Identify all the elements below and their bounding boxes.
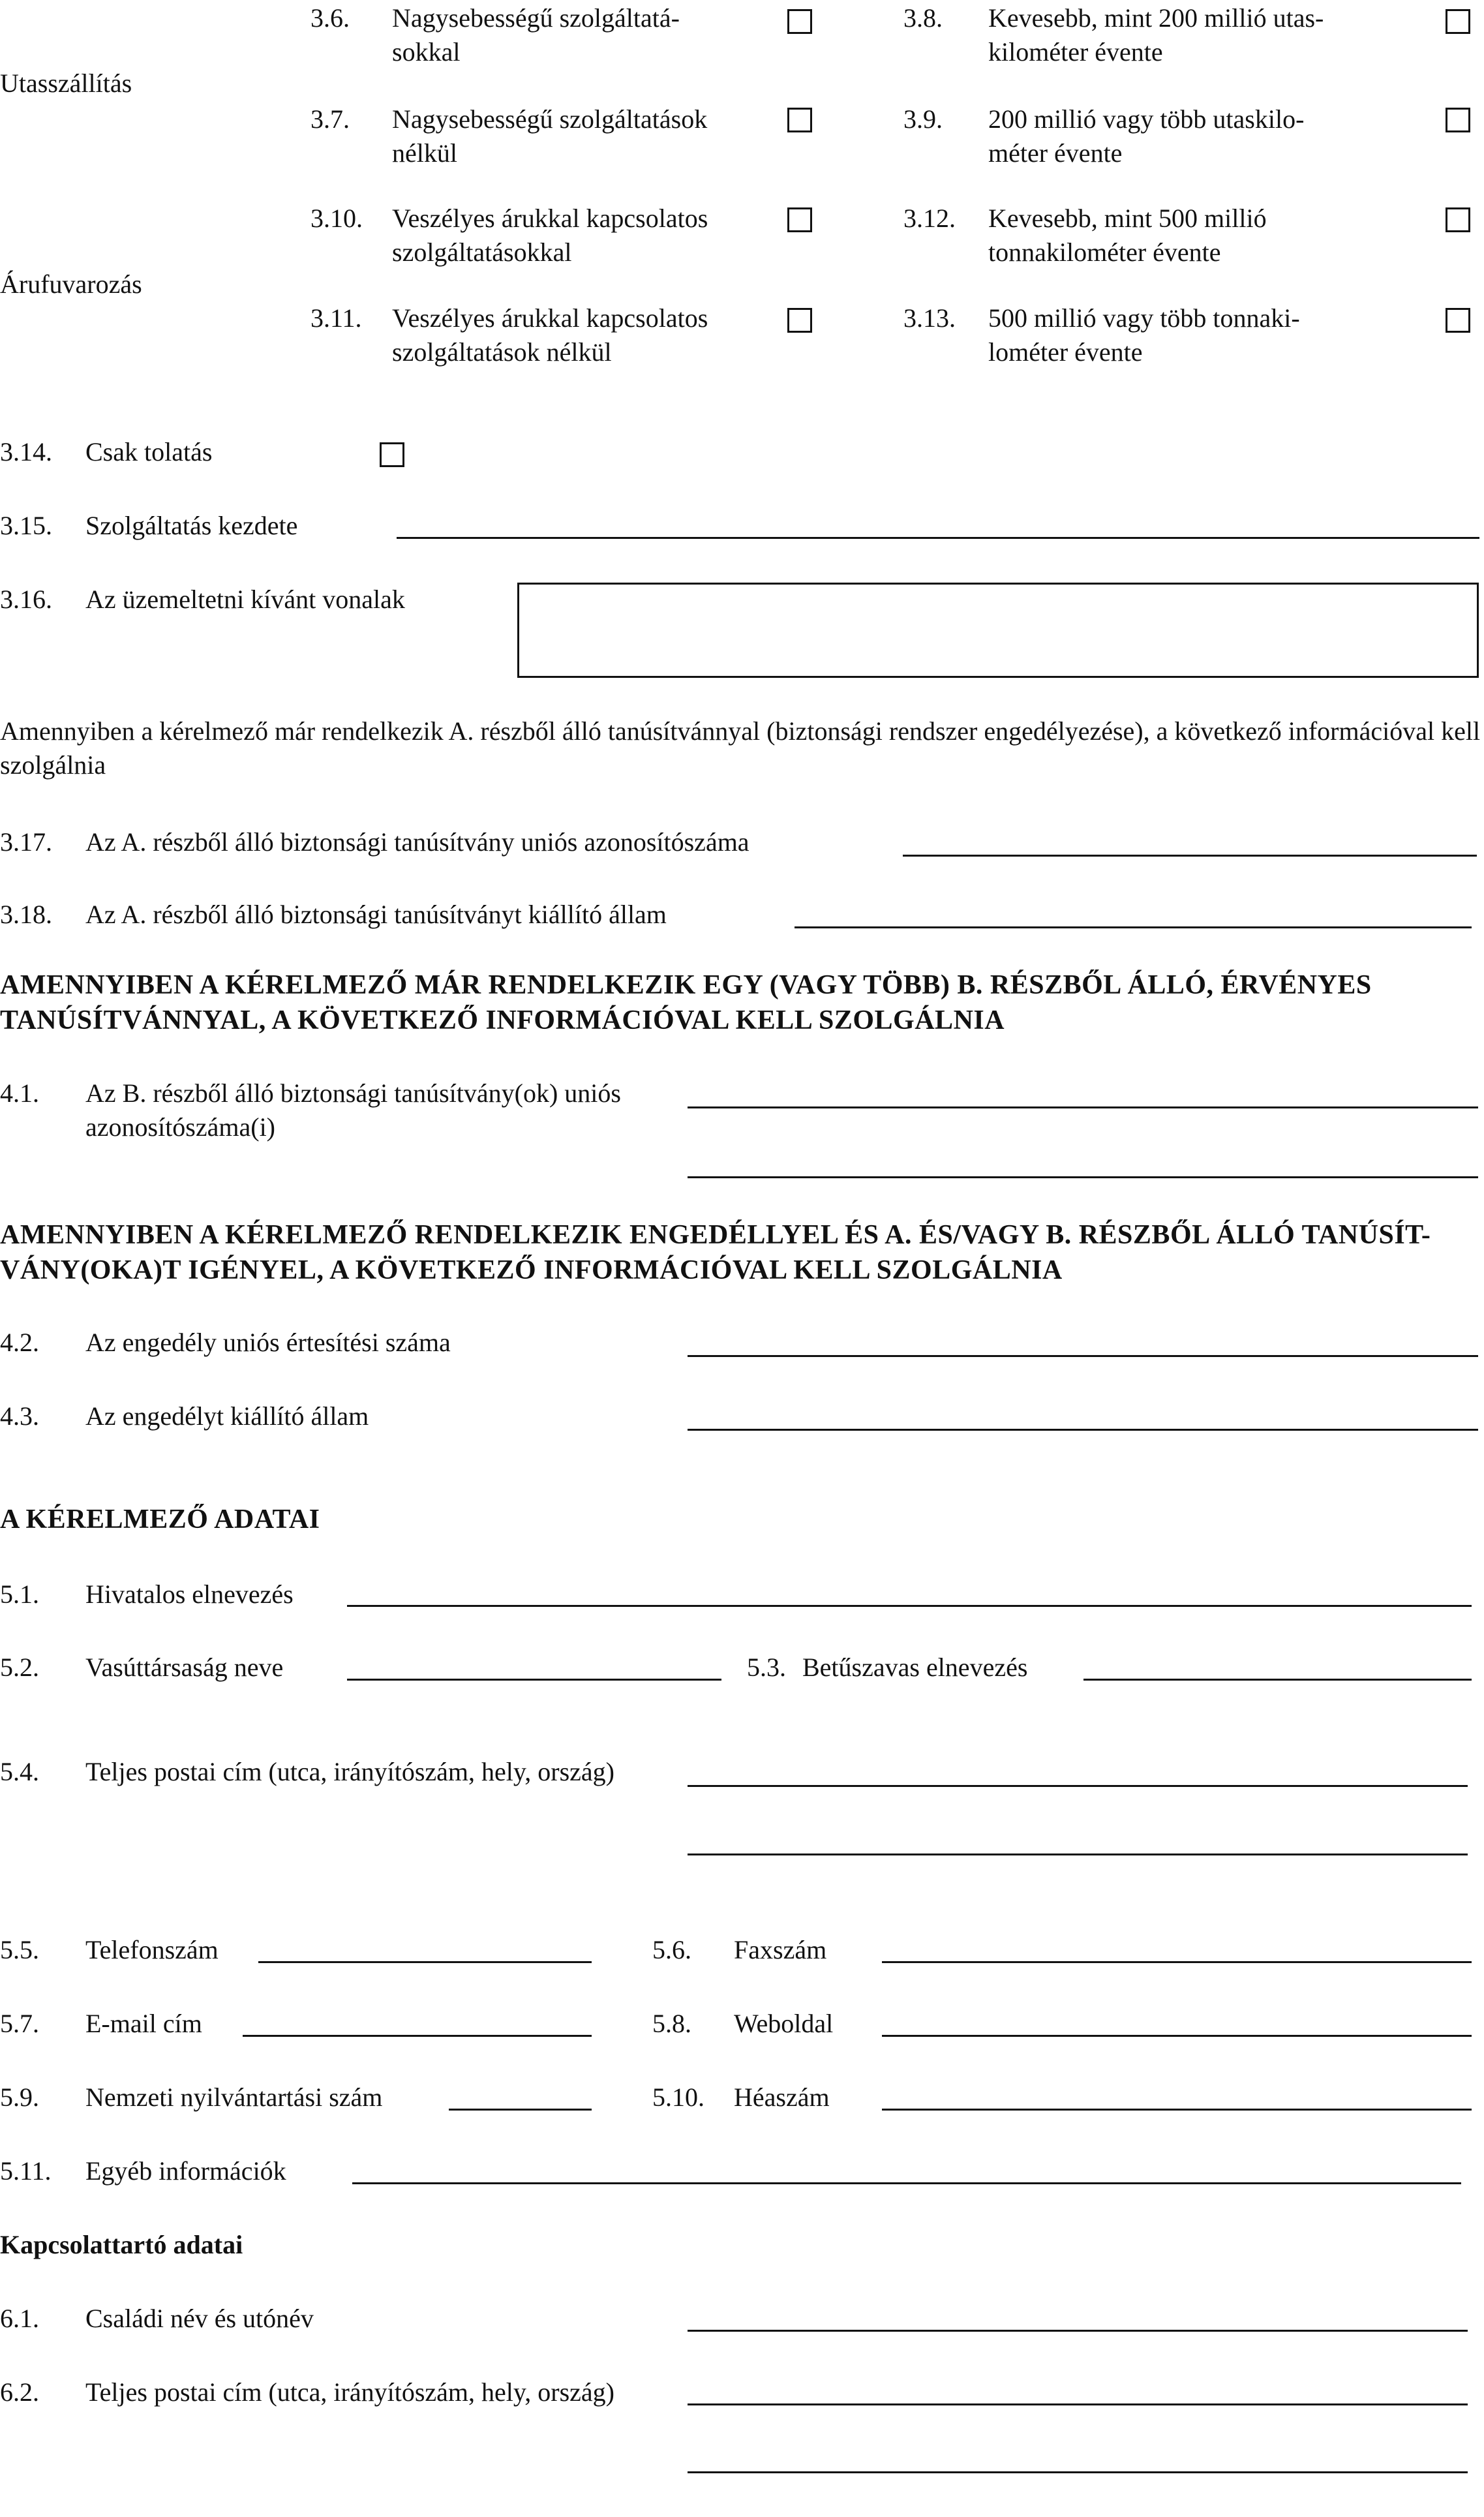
checkbox-3-9[interactable] [1446,108,1470,132]
item-text-3-14: Csak tolatás [85,437,213,466]
field-5-6-line[interactable] [882,1961,1472,1963]
field-6-2-line-2[interactable] [688,2471,1468,2473]
item-text-3-16: Az üzemeltetni kívánt vonalak [85,585,405,614]
applicant-heading: A KÉRELMEZŐ ADATAI [0,1504,320,1534]
item-num-3-12: 3.12. [903,204,956,233]
field-3-17-line[interactable] [903,855,1477,857]
checkbox-3-7[interactable] [787,108,812,132]
item-text-3-17: Az A. részből álló biztonsági tanúsítvány uniós azonosítószáma [85,827,750,857]
checkbox-3-13[interactable] [1446,308,1470,333]
item-num-5-5: 5.5. [0,1935,39,1964]
item-num-3-10: 3.10. [310,204,363,233]
item-text-5-6: Faxszám [734,1935,827,1964]
checkbox-3-8[interactable] [1446,9,1470,34]
field-5-2-line[interactable] [347,1679,721,1681]
item-num-5-1: 5.1. [0,1579,39,1609]
field-3-16-box[interactable] [517,583,1479,678]
item-num-6-2: 6.2. [0,2377,39,2407]
field-5-10-line[interactable] [882,2109,1472,2111]
item-text-5-4: Teljes postai cím (utca, irányítószám, hely, ország) [85,1757,614,1786]
item-text-3-12: Kevesebb, mint 500 millió tonnakilométer évente [988,204,1267,267]
item-num-3-15: 3.15. [0,511,52,540]
field-5-7-line[interactable] [243,2035,592,2037]
arufuvarozas-label: Árufuvarozás [0,269,142,299]
field-5-11-line[interactable] [352,2182,1461,2184]
field-6-1-line[interactable] [688,2330,1468,2332]
item-text-3-15: Szolgáltatás kezdete [85,511,298,540]
item-num-3-6: 3.6. [310,3,350,33]
item-num-3-14: 3.14. [0,437,52,466]
item-text-5-7: E-mail cím [85,2009,202,2038]
item-text-3-8: Kevesebb, mint 200 millió utas- kilométer évente [988,3,1324,67]
field-4-1-line-2[interactable] [688,1176,1478,1178]
field-5-9-line[interactable] [449,2109,592,2111]
item-num-5-11: 5.11. [0,2156,52,2186]
item-text-6-2: Teljes postai cím (utca, irányítószám, hely, ország) [85,2377,614,2407]
item-num-6-1: 6.1. [0,2304,39,2333]
item-num-3-16: 3.16. [0,585,52,614]
item-text-4-1: Az B. részből álló biztonsági tanúsítvány(ok) uniós azonosítószáma(i) [85,1078,621,1142]
checkbox-3-14[interactable] [380,442,404,467]
field-5-5-line[interactable] [258,1961,592,1963]
checkbox-3-11[interactable] [787,308,812,333]
item-text-3-13: 500 millió vagy több tonnaki- lométer évente [988,303,1300,367]
item-text-3-11: Veszélyes árukkal kapcsolatos szolgáltatások nélkül [392,303,708,367]
item-num-3-8: 3.8. [903,3,943,33]
item-num-5-10: 5.10. [652,2082,704,2112]
item-text-5-8: Weboldal [734,2009,834,2038]
item-text-5-1: Hivatalos elnevezés [85,1579,294,1609]
item-num-4-1: 4.1. [0,1078,39,1108]
item-num-5-4: 5.4. [0,1757,39,1786]
utasszallitas-label: Utasszállítás [0,69,132,98]
item-text-3-7: Nagysebességű szolgáltatások nélkül [392,104,708,168]
item-num-5-3: 5.3. [747,1653,786,1682]
item-num-5-7: 5.7. [0,2009,39,2038]
item-text-3-18: Az A. részből álló biztonsági tanúsítványt kiállító állam [85,900,667,929]
field-5-3-line[interactable] [1083,1679,1472,1681]
item-text-5-11: Egyéb információk [85,2156,286,2186]
item-text-5-2: Vasúttársaság neve [85,1653,284,1682]
item-text-5-9: Nemzeti nyilvántartási szám [85,2082,383,2112]
item-text-3-6: Nagysebességű szolgáltatá- sokkal [392,3,680,67]
item-num-5-9: 5.9. [0,2082,39,2112]
item-text-4-2: Az engedély uniós értesítési száma [85,1328,451,1357]
item-num-4-2: 4.2. [0,1328,39,1357]
field-6-2-line-1[interactable] [688,2403,1468,2405]
field-5-4-line-2[interactable] [688,1853,1468,1855]
item-num-3-11: 3.11. [310,303,362,333]
item-num-3-9: 3.9. [903,104,943,134]
part-a-intro: Amennyiben a kérelmező már rendelkezik A. részből álló tanúsítvánnyal (biztonsági rendszer engedélyezése), a következő információval kell szolgálnia [0,716,1481,780]
checkbox-3-12[interactable] [1446,207,1470,232]
item-text-5-3: Betűszavas elnevezés [802,1653,1028,1682]
item-num-3-7: 3.7. [310,104,350,134]
item-num-5-8: 5.8. [652,2009,691,2038]
item-text-5-10: Héaszám [734,2082,830,2112]
item-text-6-1: Családi név és utónév [85,2304,314,2333]
field-3-18-line[interactable] [795,926,1472,928]
item-text-5-5: Telefonszám [85,1935,219,1964]
checkbox-3-10[interactable] [787,207,812,232]
item-num-3-13: 3.13. [903,303,956,333]
contact-heading: Kapcsolattartó adatai [0,2230,243,2259]
item-text-3-9: 200 millió vagy több utaskilo- méter évente [988,104,1305,168]
item-num-4-3: 4.3. [0,1401,39,1431]
checkbox-3-6[interactable] [787,9,812,34]
item-text-3-10: Veszélyes árukkal kapcsolatos szolgáltatásokkal [392,204,708,267]
field-4-3-line[interactable] [688,1429,1478,1431]
part-b-heading: AMENNYIBEN A KÉRELMEZŐ MÁR RENDELKEZIK EGY (VAGY TÖBB) B. RÉSZBŐL ÁLLÓ, ÉRVÉNYES TANÚSÍTVÁNNYAL, A KÖVETKEZŐ INFORMÁCIÓVAL KELL SZOLGÁLNIA [0,970,1372,1035]
field-5-1-line[interactable] [347,1605,1472,1607]
field-3-15-line[interactable] [397,537,1479,539]
field-5-8-line[interactable] [882,2035,1472,2037]
item-text-4-3: Az engedélyt kiállító állam [85,1401,369,1431]
item-num-5-2: 5.2. [0,1653,39,1682]
license-heading: AMENNYIBEN A KÉRELMEZŐ RENDELKEZIK ENGEDÉLLYEL ÉS A. ÉS/VAGY B. RÉSZBŐL ÁLLÓ TANÚSÍT-VÁNY(OKA)T IGÉNYEL, A KÖVETKEZŐ INFORMÁCIÓVAL KELL SZOLGÁLNIA [0,1220,1431,1285]
field-4-1-line-1[interactable] [688,1106,1478,1108]
field-4-2-line[interactable] [688,1355,1478,1357]
item-num-3-17: 3.17. [0,827,52,857]
item-num-3-18: 3.18. [0,900,52,929]
field-5-4-line-1[interactable] [688,1785,1468,1787]
item-num-5-6: 5.6. [652,1935,691,1964]
